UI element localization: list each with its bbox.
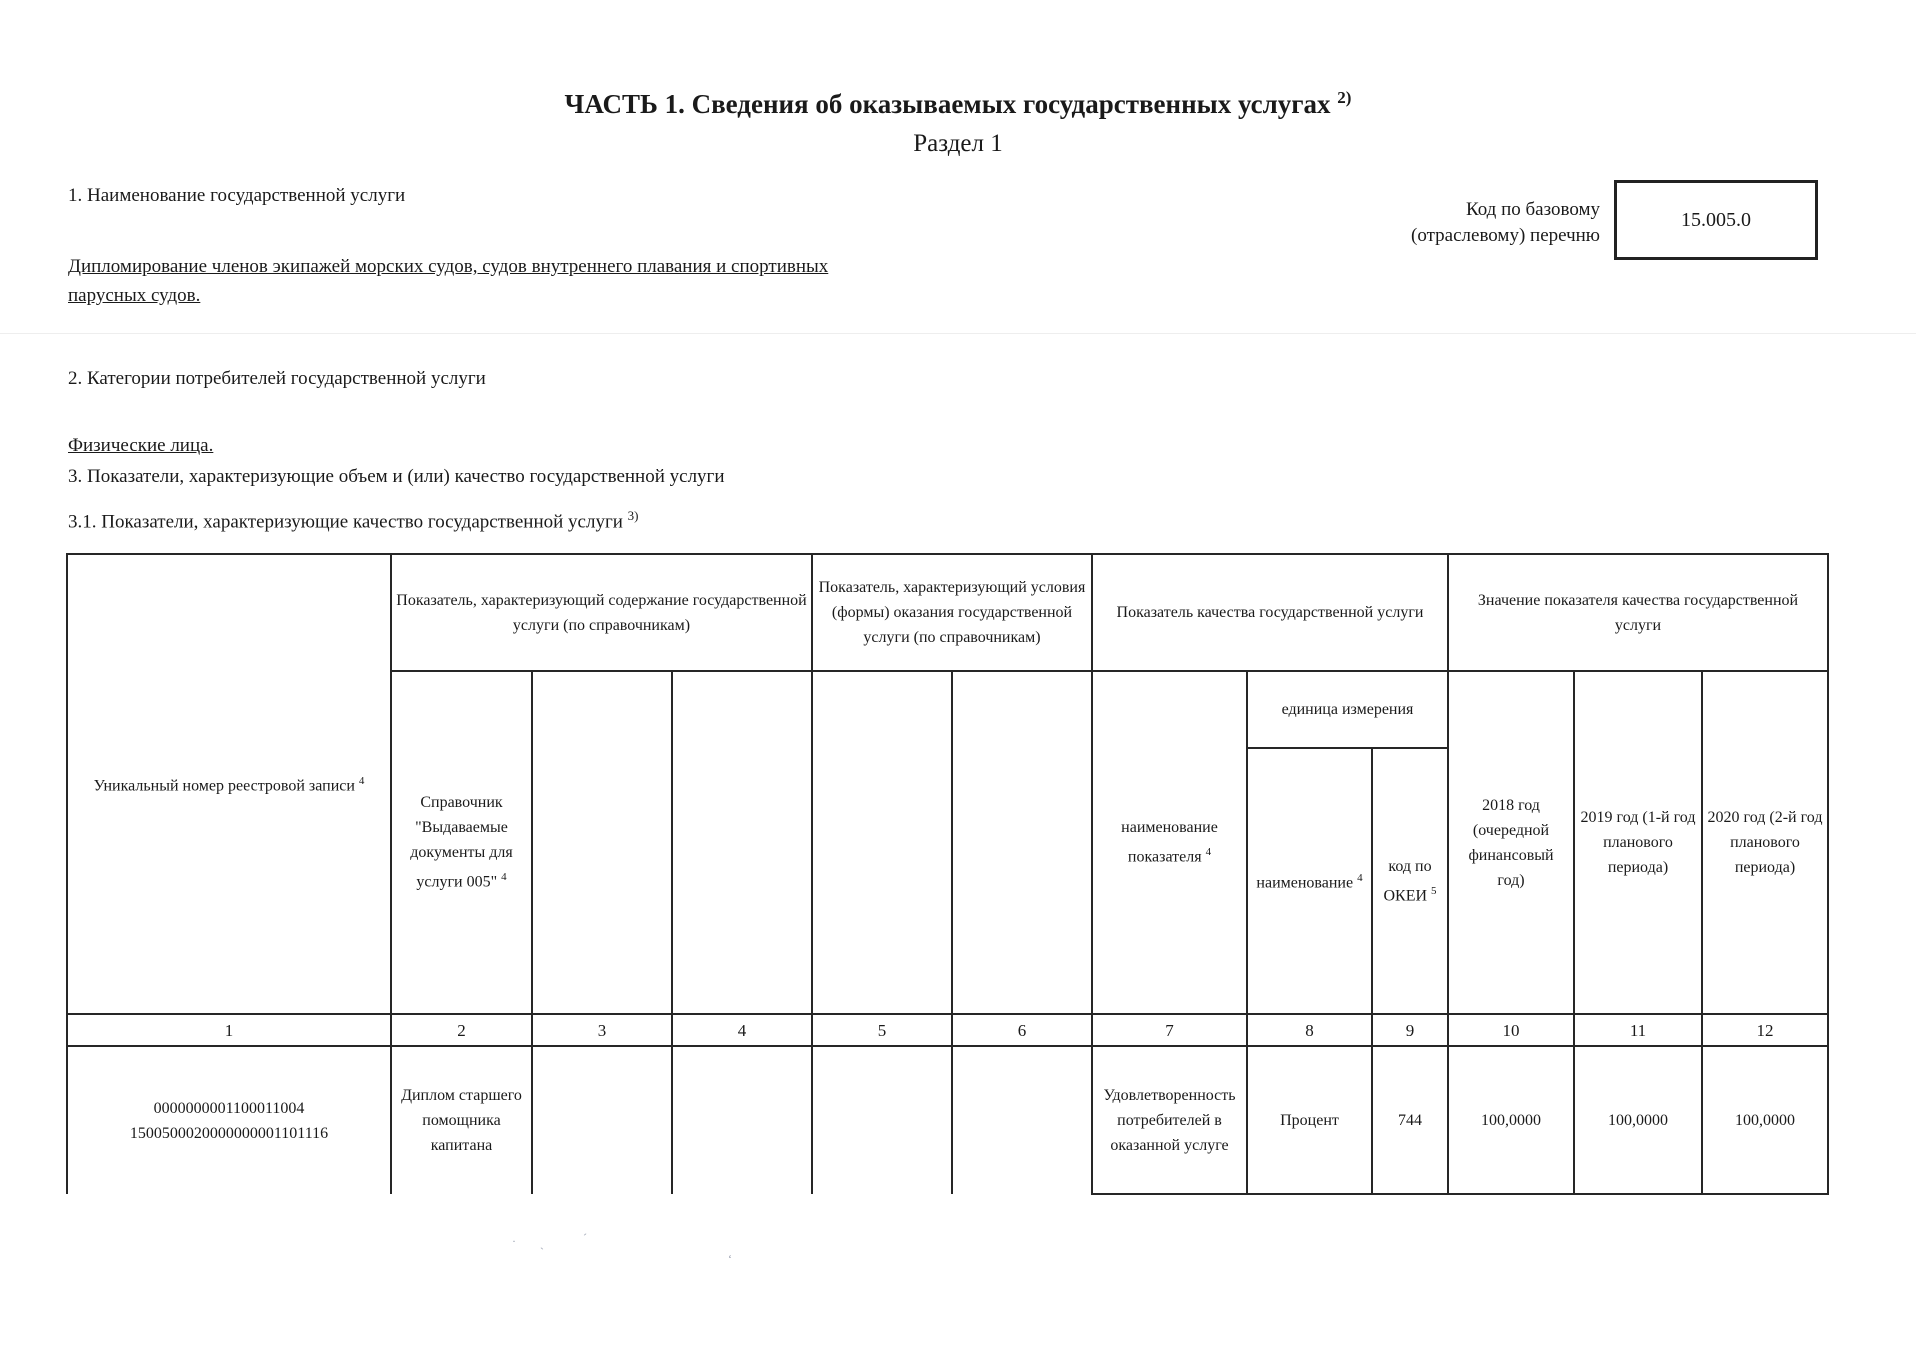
header-unit-group: единица измерения — [1247, 671, 1448, 748]
record-number-line2: 1500500020000000001101116 — [129, 1124, 329, 1142]
header-content-group: Показатель, характеризующий содержание государственной услуги (по справочникам) — [391, 554, 812, 671]
column-number: 7 — [1092, 1014, 1247, 1046]
value-2018-cell: 100,0000 — [1448, 1046, 1574, 1194]
column-number: 2 — [391, 1014, 532, 1046]
column-number: 6 — [952, 1014, 1092, 1046]
scan-artifact: ˏ — [540, 1236, 544, 1250]
record-number-footnote: 4 — [358, 775, 365, 788]
col4-cell — [672, 1046, 812, 1194]
column-number: 3 — [532, 1014, 672, 1046]
header-conditions-group: Показатель, характеризующий условия (формы) оказания государственной услуги (по справочникам) — [812, 554, 1092, 671]
column-number: 1 — [67, 1014, 391, 1046]
column-number: 11 — [1574, 1014, 1702, 1046]
scan-artifact: · — [512, 1234, 516, 1248]
scan-artifact: ʻ — [728, 1252, 732, 1266]
column-number: 8 — [1247, 1014, 1372, 1046]
base-code-label — [1365, 197, 1600, 249]
unit-cell: Процент — [1247, 1046, 1372, 1194]
header-col5 — [812, 671, 952, 1014]
directory-cell: Диплом старшего помощника капитана — [391, 1046, 532, 1194]
col5-cell — [812, 1046, 952, 1194]
header-value-group: Значение показателя качества государственной услуги — [1448, 554, 1828, 671]
title-footnote: 2) — [1337, 88, 1352, 107]
service-name-label: 1. Наименование государственной услуги — [68, 185, 406, 206]
section-title: Раздел 1 — [913, 130, 1003, 157]
scan-artifact: ˊ — [583, 1231, 587, 1245]
header-year-2018: 2018 год (очередной финансовый год) — [1448, 671, 1574, 1014]
unit-name-footnote: 4 — [1357, 872, 1363, 885]
indicator-cell: Удовлетворенность потребителей в оказанной услуге — [1092, 1046, 1247, 1194]
header-col6 — [952, 671, 1092, 1014]
service-name-value-line1: Дипломирование членов экипажей морских судов, судов внутреннего плавания и спортивных — [68, 256, 829, 277]
header-unit-name: наименование $^4$ — [1247, 748, 1372, 1014]
header-record-number: Уникальный номер реестровой записи $^4$ — [67, 554, 391, 1014]
quality-indicators-label: 3.1. Показатели, характеризующие качество государственной услуги $^{3)}$ — [68, 508, 639, 533]
quality-indicators-footnote: 3) — [627, 508, 639, 523]
column-number: 5 — [812, 1014, 952, 1046]
part-title: ЧАСТЬ 1. Сведения об оказываемых государственных услугах $^{2)}$ — [564, 88, 1352, 119]
scan-line — [0, 333, 1916, 334]
indicators-label: 3. Показатели, характеризующие объем и (или) качество государственной услуги — [68, 466, 725, 487]
base-code-label-line2: (отраслевому) перечню — [1411, 225, 1600, 246]
column-number: 4 — [672, 1014, 812, 1046]
header-directory: Справочник "Выдаваемые документы для услуги 005" $^4$ — [391, 671, 532, 1014]
header-quality-group: Показатель качества государственной услуги — [1092, 554, 1448, 671]
consumer-category-label: 2. Категории потребителей государственной услуги — [68, 368, 486, 389]
directory-footnote: 4 — [501, 871, 507, 884]
value-2019-cell: 100,0000 — [1574, 1046, 1702, 1194]
table-row — [67, 1046, 1828, 1194]
header-year-2019: 2019 год (1-й год планового периода) — [1574, 671, 1702, 1014]
okei-code-footnote: 5 — [1431, 884, 1437, 897]
header-col4 — [672, 671, 812, 1014]
service-name-value-line2: парусных судов. — [68, 285, 201, 306]
col6-cell — [952, 1046, 1092, 1194]
record-number-line1: 0000000001100011004 — [153, 1099, 305, 1117]
base-code-label-line1: Код по базовому — [1465, 199, 1600, 220]
value-2020-cell: 100,0000 — [1702, 1046, 1828, 1194]
okei-cell: 744 — [1372, 1046, 1448, 1194]
header-year-2020: 2020 год (2-й год планового периода) — [1702, 671, 1828, 1014]
header-indicator-name: наименование показателя $^4$ — [1092, 671, 1247, 1014]
col3-cell — [532, 1046, 672, 1194]
base-code-value: 15.005.0 — [1614, 180, 1818, 260]
header-okei-code: код по ОКЕИ $^5$ — [1372, 748, 1448, 1014]
column-number: 10 — [1448, 1014, 1574, 1046]
consumer-category-value: Физические лица. — [68, 435, 214, 456]
column-number: 12 — [1702, 1014, 1828, 1046]
indicator-name-footnote: 4 — [1205, 846, 1212, 859]
record-number-cell — [67, 1046, 391, 1194]
header-col3 — [532, 671, 672, 1014]
column-number: 9 — [1372, 1014, 1448, 1046]
quality-indicators-table — [66, 553, 1829, 1195]
